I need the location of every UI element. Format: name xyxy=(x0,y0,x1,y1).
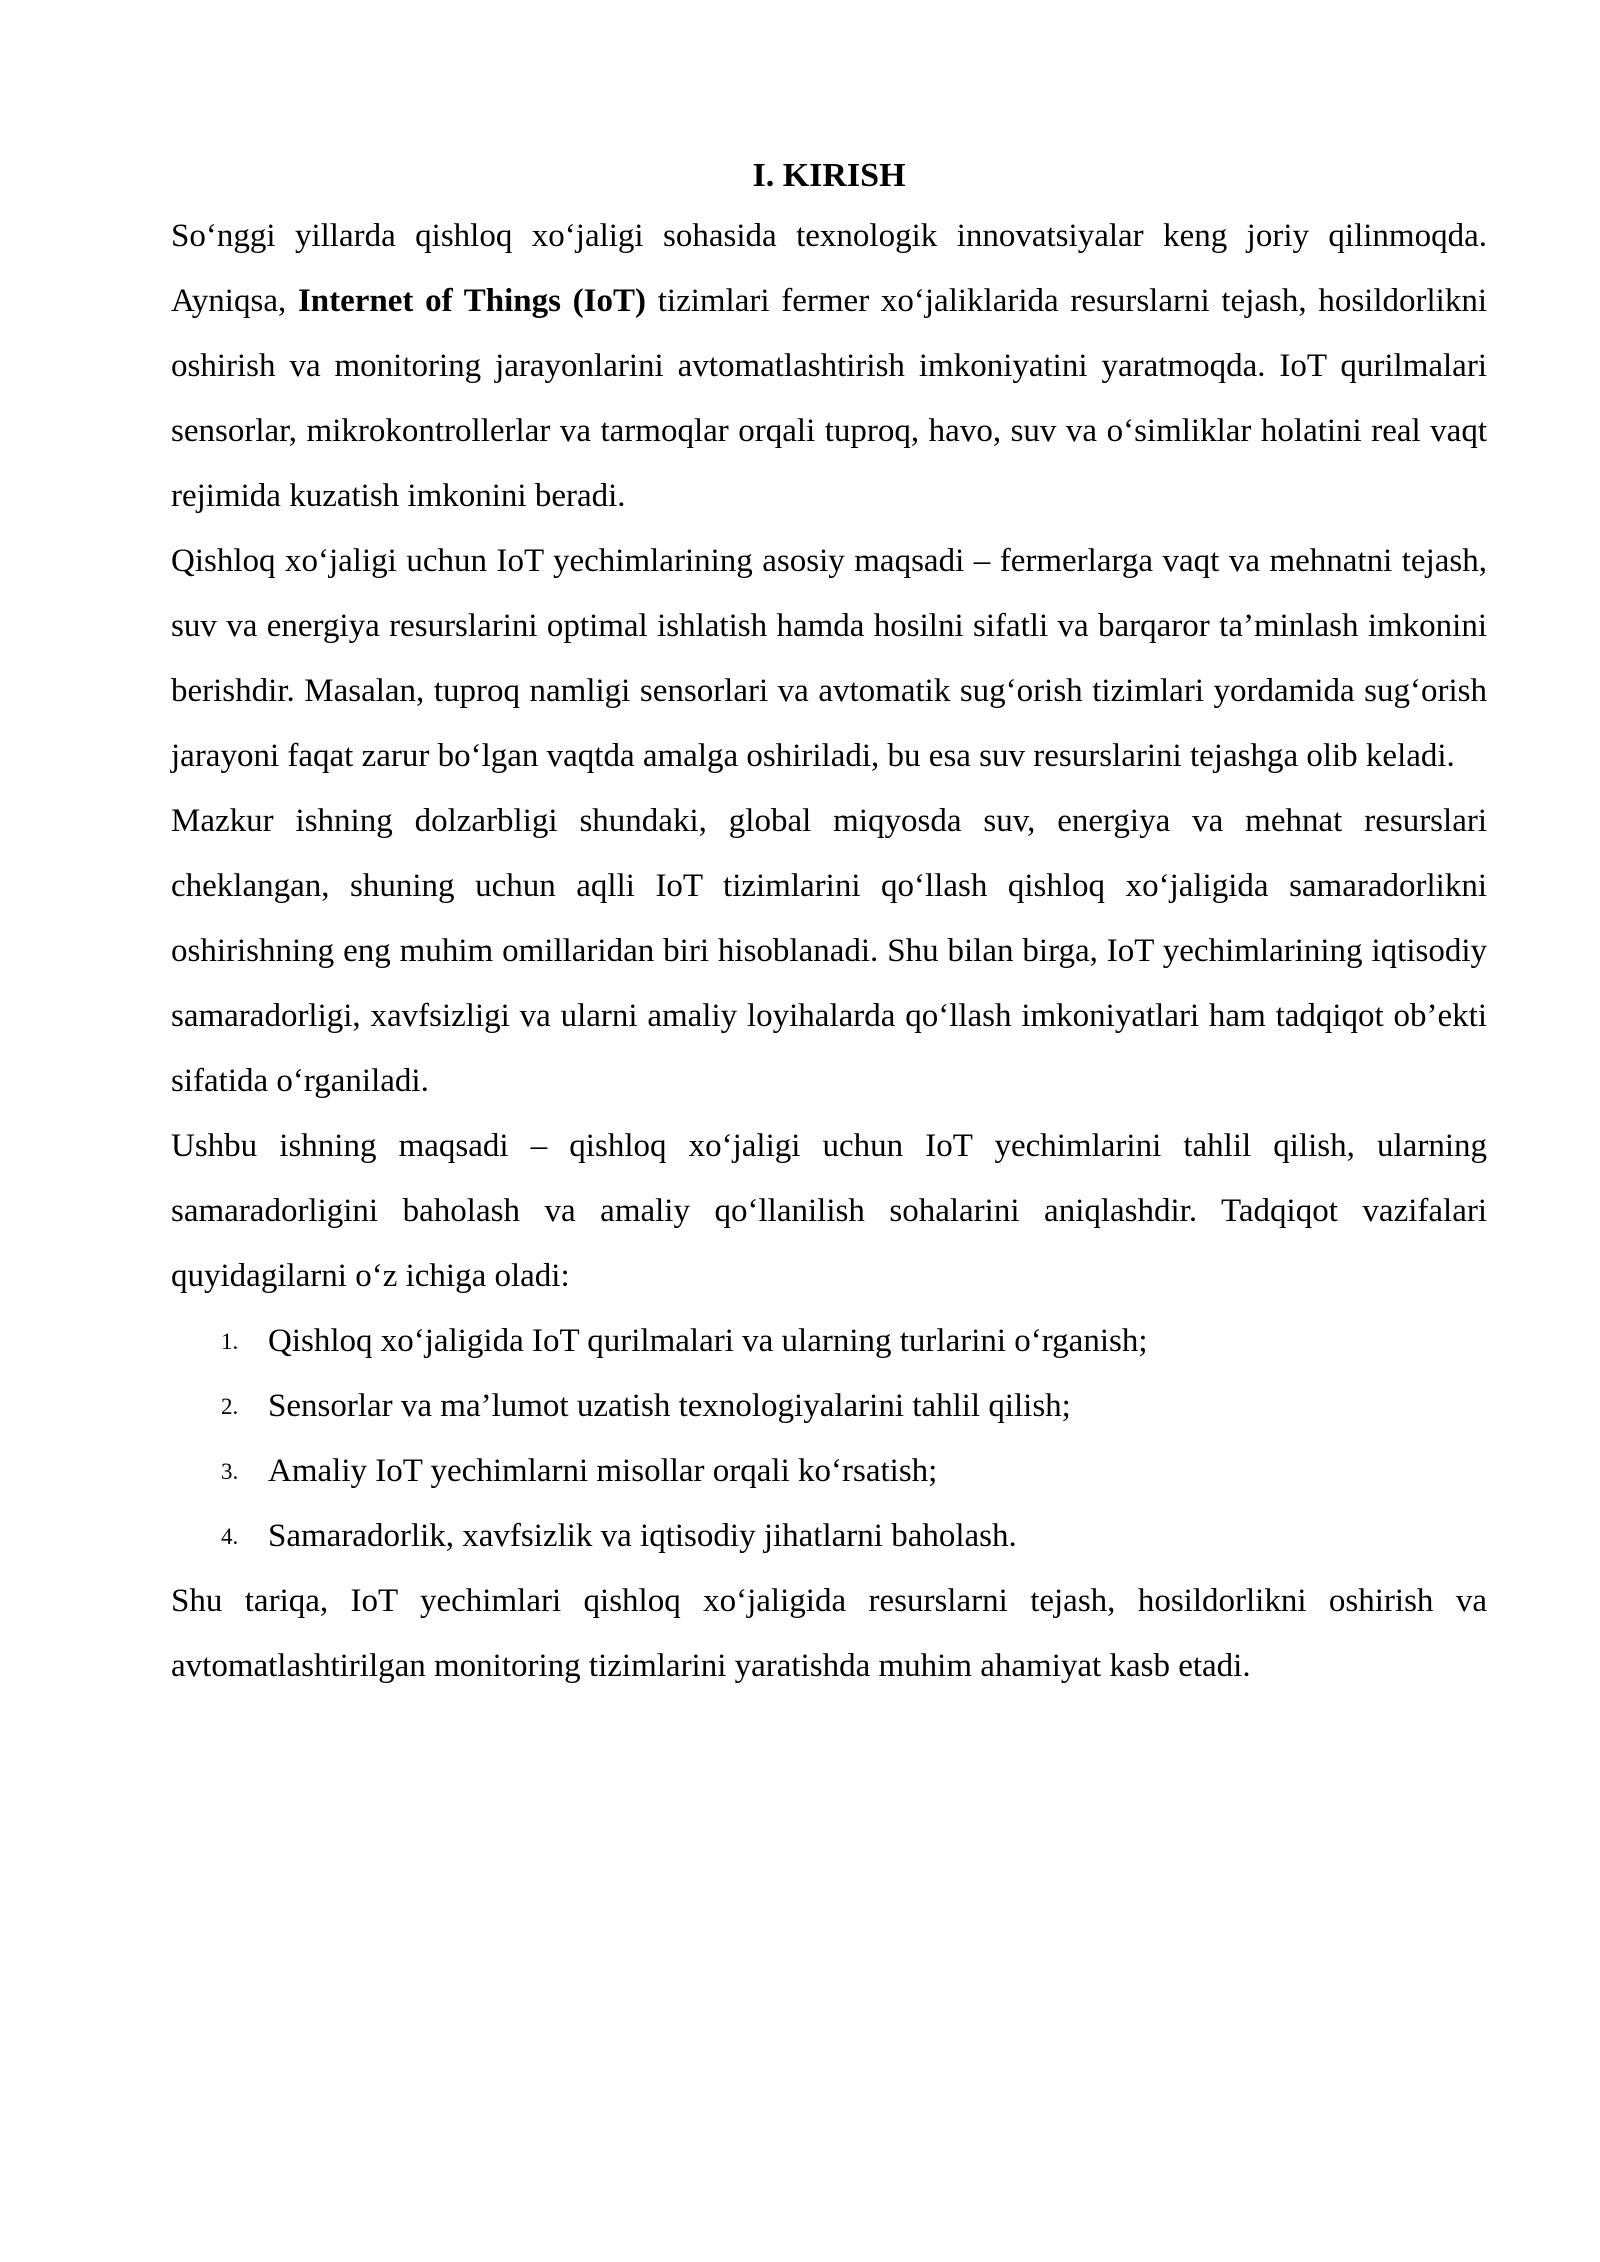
list-item xyxy=(171,1504,1487,1569)
paragraph-intro-text-start: So‘nggi yillarda qishloq xo‘jaligi sohasida texnologik innovatsiyalar keng joriy qilinmoqda. Ayniqsa, xyxy=(171,218,1487,319)
list-item xyxy=(171,1374,1487,1439)
task-list xyxy=(171,1309,1487,1569)
paragraph-relevance: Mazkur ishning dolzarbligi shundaki, global miqyosda suv, energiya va mehnat resurslari cheklangan, shuning uchun aqlli IoT tizimlarini qo‘llash qishloq xo‘jaligida samaradorlikni oshirishning eng muhim omillaridan biri hisoblanadi. Shu bilan birga, IoT yechimlarining iqtisodiy samaradorligi, xavfsizligi va ularni amaliy loyihalarda qo‘llash imkoniyatlari ham tadqiqot ob’ekti sifatida o‘rganiladi. xyxy=(171,803,1487,1099)
list-item-text: Qishloq xo‘jaligida IoT qurilmalari va ularning turlarini o‘rganish; xyxy=(268,1323,1148,1359)
list-item xyxy=(171,1309,1487,1374)
iot-term: Internet of Things (IoT) xyxy=(297,283,647,319)
paragraph-intro-text-end: tizimlari fermer xo‘jaliklarida resurslarni tejash, hosildorlikni oshirish va monitoring jarayonlarini avtomatlashtirish imkoniyatini yaratmoqda. IoT qurilmalari sensorlar, mikrokontrollerlar va tarmoqlar orqali tuproq, havo, suv va o‘simliklar holatini real vaqt rejimida kuzatish imkonini beradi. xyxy=(171,283,1487,514)
list-item-number: 2. xyxy=(221,1394,239,1419)
document-page xyxy=(171,148,1487,1699)
list-item-number: 4. xyxy=(221,1524,239,1549)
paragraph-goal: Ushbu ishning maqsadi – qishloq xo‘jaligi uchun IoT yechimlarini tahlil qilish, ularning samaradorligini baholash va amaliy qo‘llanilish sohalarini aniqlashdir. Tadqiqot vazifalari quyidagilarni o‘z ichiga oladi: xyxy=(171,1128,1487,1294)
list-item-number: 3. xyxy=(221,1459,239,1484)
paragraph-conclusion: Shu tariqa, IoT yechimlari qishloq xo‘jaligida resurslarni tejash, hosildorlikni oshirish va avtomatlashtirilgan monitoring tizimlarini yaratishda muhim ahamiyat kasb etadi. xyxy=(171,1583,1487,1684)
list-item-text: Samaradorlik, xavfsizlik va iqtisodiy jihatlarni baholash. xyxy=(268,1518,1017,1554)
list-item xyxy=(171,1439,1487,1504)
paragraph-intro xyxy=(171,204,1487,529)
list-item-number: 1. xyxy=(221,1329,239,1354)
section-heading: I. KIRISH xyxy=(752,157,906,194)
list-item-text: Amaliy IoT yechimlarni misollar orqali ko‘rsatish; xyxy=(268,1453,938,1489)
paragraph-purpose: Qishloq xo‘jaligi uchun IoT yechimlarining asosiy maqsadi – fermerlarga vaqt va mehnatni tejash, suv va energiya resurslarini optimal ishlatish hamda hosilni sifatli va barqaror ta’minlash imkonini berishdir. Masalan, tuproq namligi sensorlari va avtomatik sug‘orish tizimlari yordamida sug‘orish jarayoni faqat zarur bo‘lgan vaqtda amalga oshiriladi, bu esa suv resurslarini tejashga olib keladi. xyxy=(171,543,1487,774)
list-item-text: Sensorlar va ma’lumot uzatish texnologiyalarini tahlil qilish; xyxy=(268,1388,1071,1424)
